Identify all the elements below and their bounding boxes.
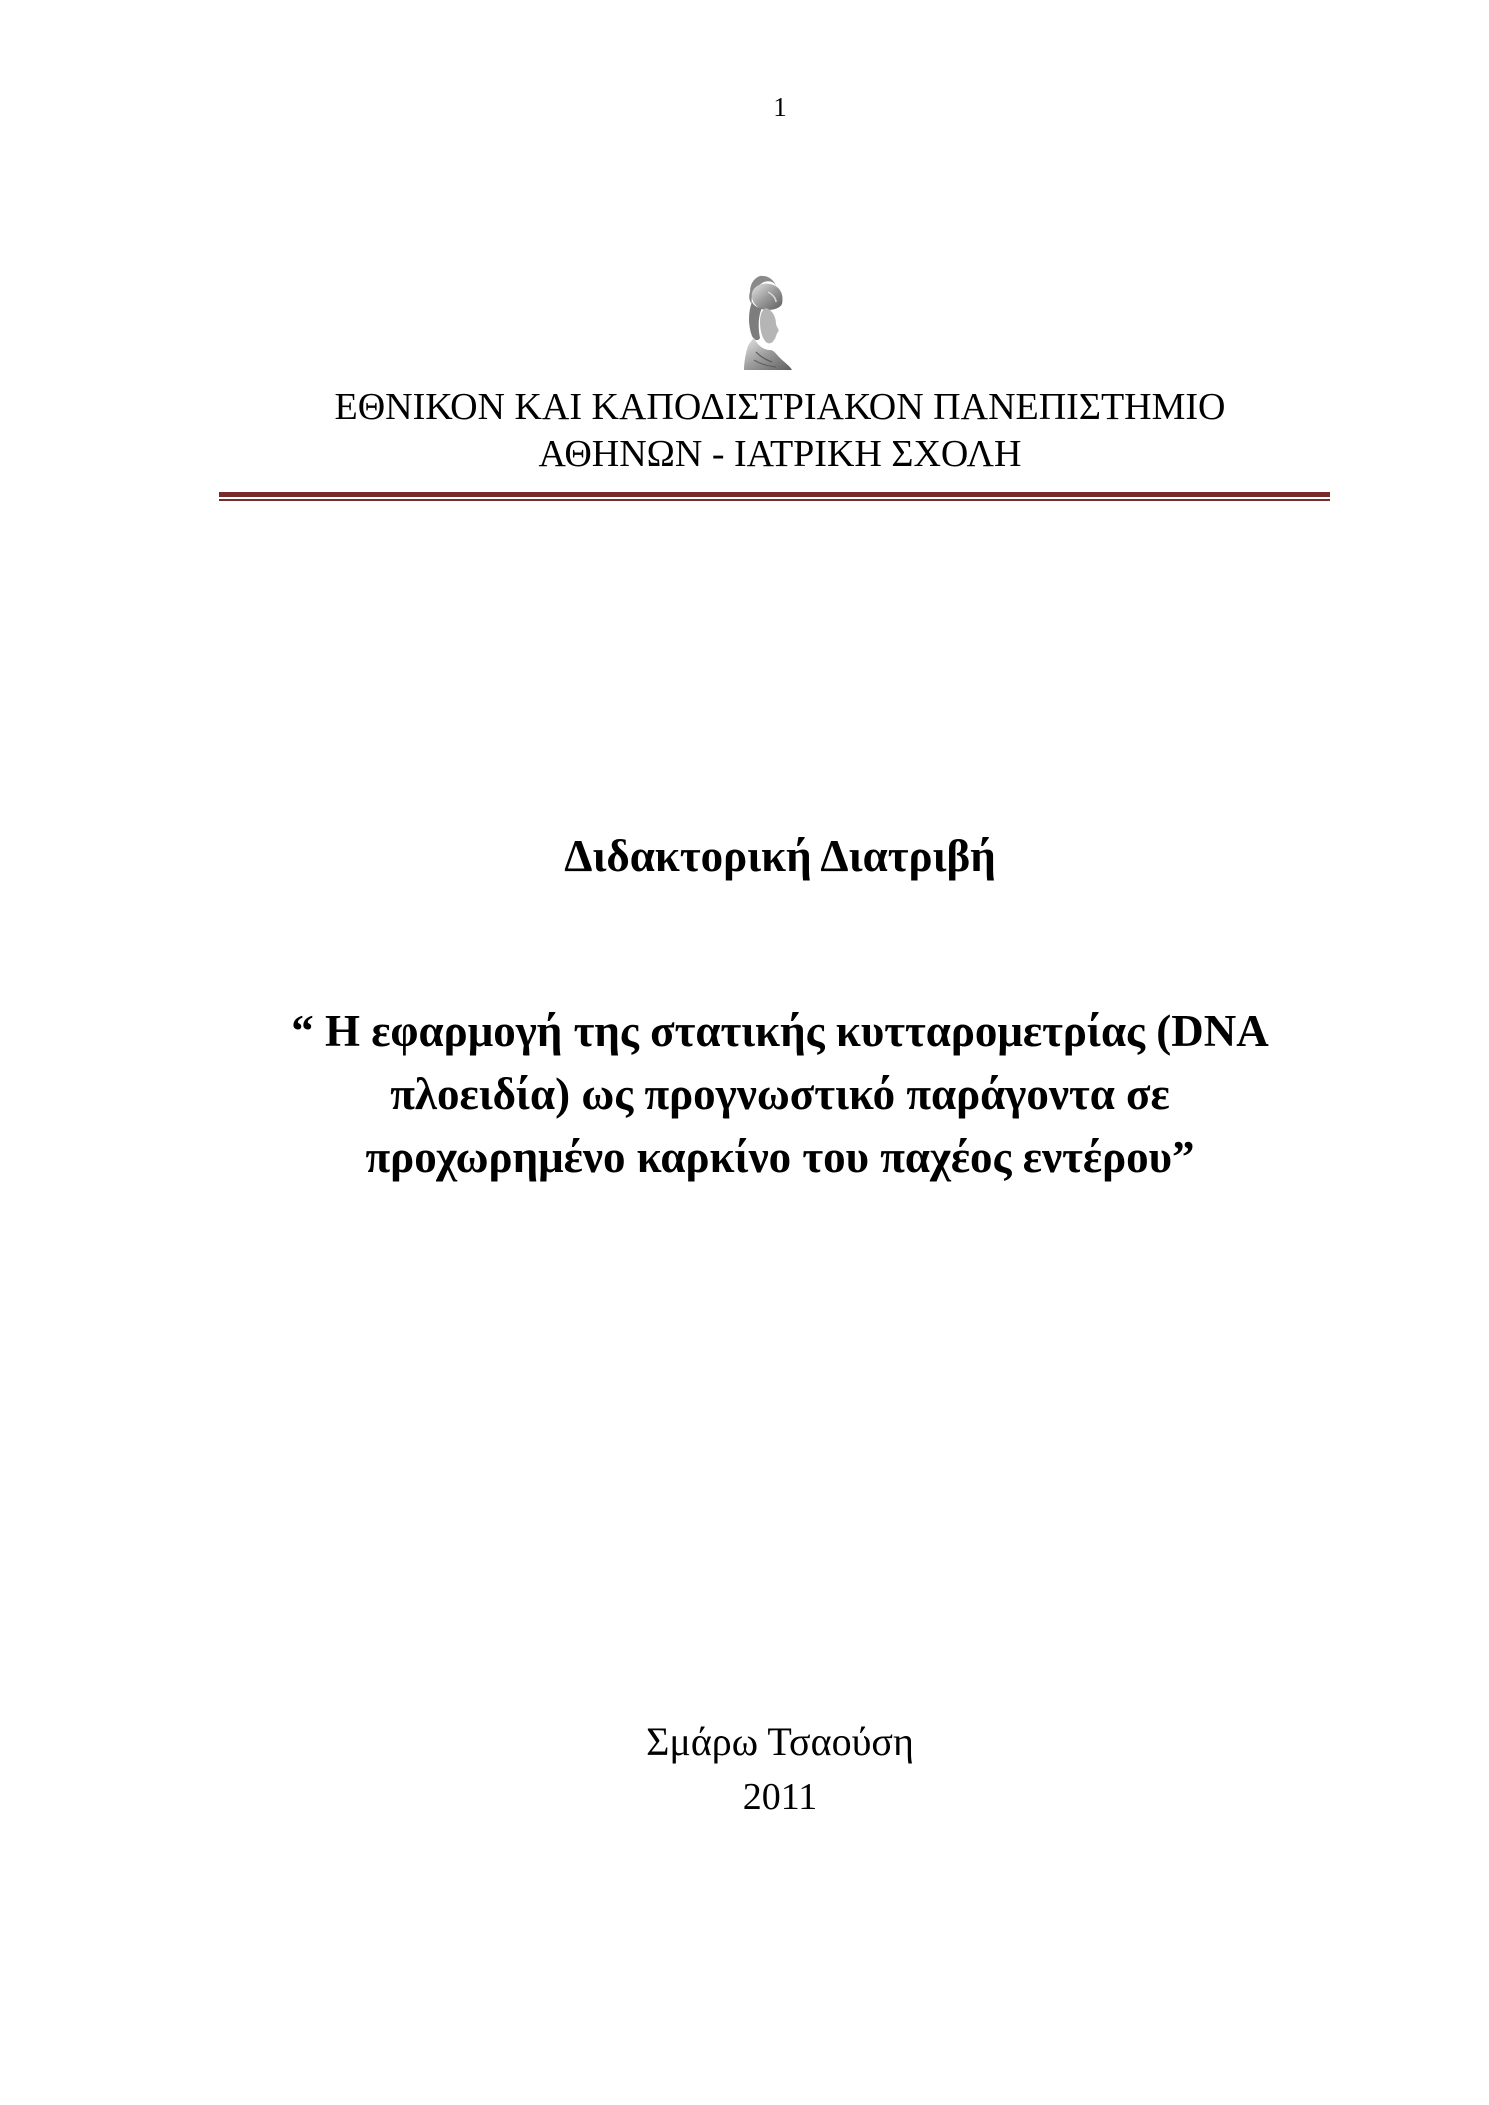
athena-head-icon bbox=[730, 272, 800, 372]
document-type: Διδακτορική Διατριβή bbox=[564, 831, 996, 881]
university-name-line1: ΕΘΝΙΚΟΝ ΚΑΙ ΚΑΠΟΔΙΣΤΡΙΑΚΟΝ ΠΑΝΕΠΙΣΤΗΜΙΟ bbox=[334, 386, 1226, 428]
page-number: 1 bbox=[773, 92, 787, 122]
thesis-title-line: “ Η εφαρμογή της στατικής κυτταρομετρίας (DNA bbox=[291, 1006, 1269, 1056]
thesis-title-line: προχωρημένο καρκίνο του παχέος εντέρου” bbox=[365, 1132, 1195, 1182]
publication-year: 2011 bbox=[742, 1776, 818, 1818]
university-name-line2: ΑΘΗΝΩΝ - ΙΑΤΡΙΚΗ ΣΧΟΛΗ bbox=[538, 433, 1022, 475]
university-header bbox=[0, 384, 1489, 478]
author-name: Σμάρω Τσαούση bbox=[646, 1719, 914, 1764]
header-divider-thin bbox=[219, 499, 1330, 501]
header-divider-thick bbox=[219, 492, 1330, 497]
thesis-title-line: πλοειδία) ως προγνωστικό παράγοντα σε bbox=[390, 1069, 1170, 1119]
thesis-title bbox=[0, 1000, 1489, 1189]
